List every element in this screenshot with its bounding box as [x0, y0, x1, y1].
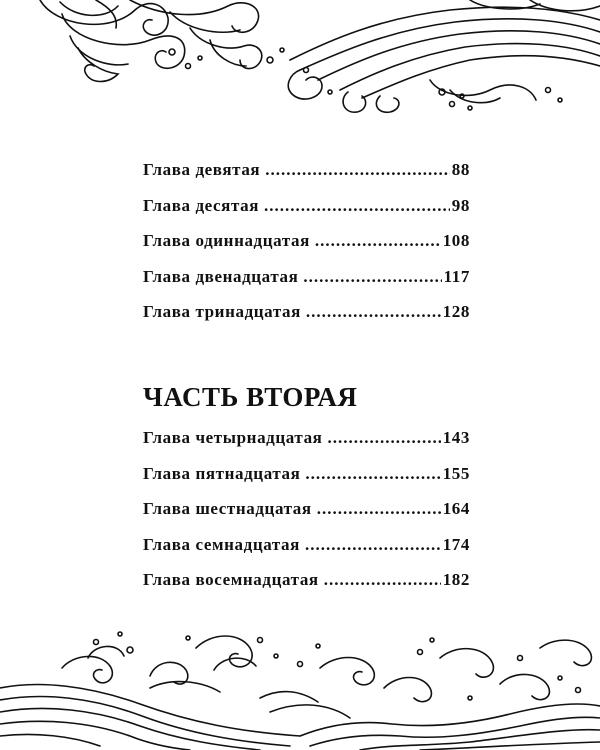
page-number: 182 — [442, 570, 470, 589]
chapter-title: Глава девятая — [143, 160, 261, 179]
toc-entry-chapter-16[interactable] — [143, 499, 470, 535]
page-number: 128 — [442, 302, 470, 321]
toc-entry-chapter-17[interactable] — [143, 535, 470, 571]
dot-leader — [324, 570, 441, 590]
toc-entry-chapter-18[interactable] — [143, 570, 470, 606]
toc-entry-chapter-9[interactable] — [143, 160, 470, 196]
toc-part-two — [143, 428, 470, 606]
chapter-title: Глава семнадцатая — [143, 534, 300, 554]
dot-leader — [305, 535, 441, 555]
dot-leader — [315, 231, 441, 251]
page-number: 88 — [451, 160, 470, 179]
chapter-title: Глава тринадцатая — [143, 302, 301, 321]
part-two-heading: ЧАСТЬ ВТОРАЯ — [143, 382, 358, 412]
chapter-title: Глава двенадцатая — [143, 266, 299, 286]
dot-leader — [305, 464, 440, 484]
dot-leader — [264, 196, 450, 216]
toc-part-one-continued — [143, 160, 470, 338]
toc-entry-chapter-12[interactable] — [143, 267, 470, 303]
dot-leader — [327, 428, 440, 448]
chapter-title: Глава шестнадцатая — [143, 499, 312, 518]
toc-entry-chapter-13[interactable] — [143, 302, 470, 338]
toc-entry-chapter-10[interactable] — [143, 196, 470, 232]
chapter-title: Глава восемнадцатая — [143, 570, 319, 589]
page-number: 143 — [442, 428, 470, 447]
dot-leader — [306, 302, 441, 322]
page-number: 98 — [451, 195, 470, 215]
toc-entry-chapter-15[interactable] — [143, 464, 470, 500]
page-number: 117 — [443, 266, 470, 286]
dot-leader — [303, 267, 441, 287]
page-number: 164 — [442, 499, 470, 518]
bottom-wave-ornament-icon — [0, 628, 600, 750]
toc-entry-chapter-11[interactable] — [143, 231, 470, 267]
toc-entry-chapter-14[interactable] — [143, 428, 470, 464]
top-wave-ornament-icon — [0, 0, 600, 118]
dot-leader — [317, 499, 441, 519]
chapter-title: Глава одиннадцатая — [143, 231, 310, 250]
dot-leader — [265, 160, 450, 180]
page-number: 174 — [442, 534, 470, 554]
chapter-title: Глава четырнадцатая — [143, 428, 323, 447]
page-number: 108 — [442, 231, 470, 250]
chapter-title: Глава десятая — [143, 195, 260, 215]
chapter-title: Глава пятнадцатая — [143, 463, 301, 483]
page-number: 155 — [442, 463, 470, 483]
